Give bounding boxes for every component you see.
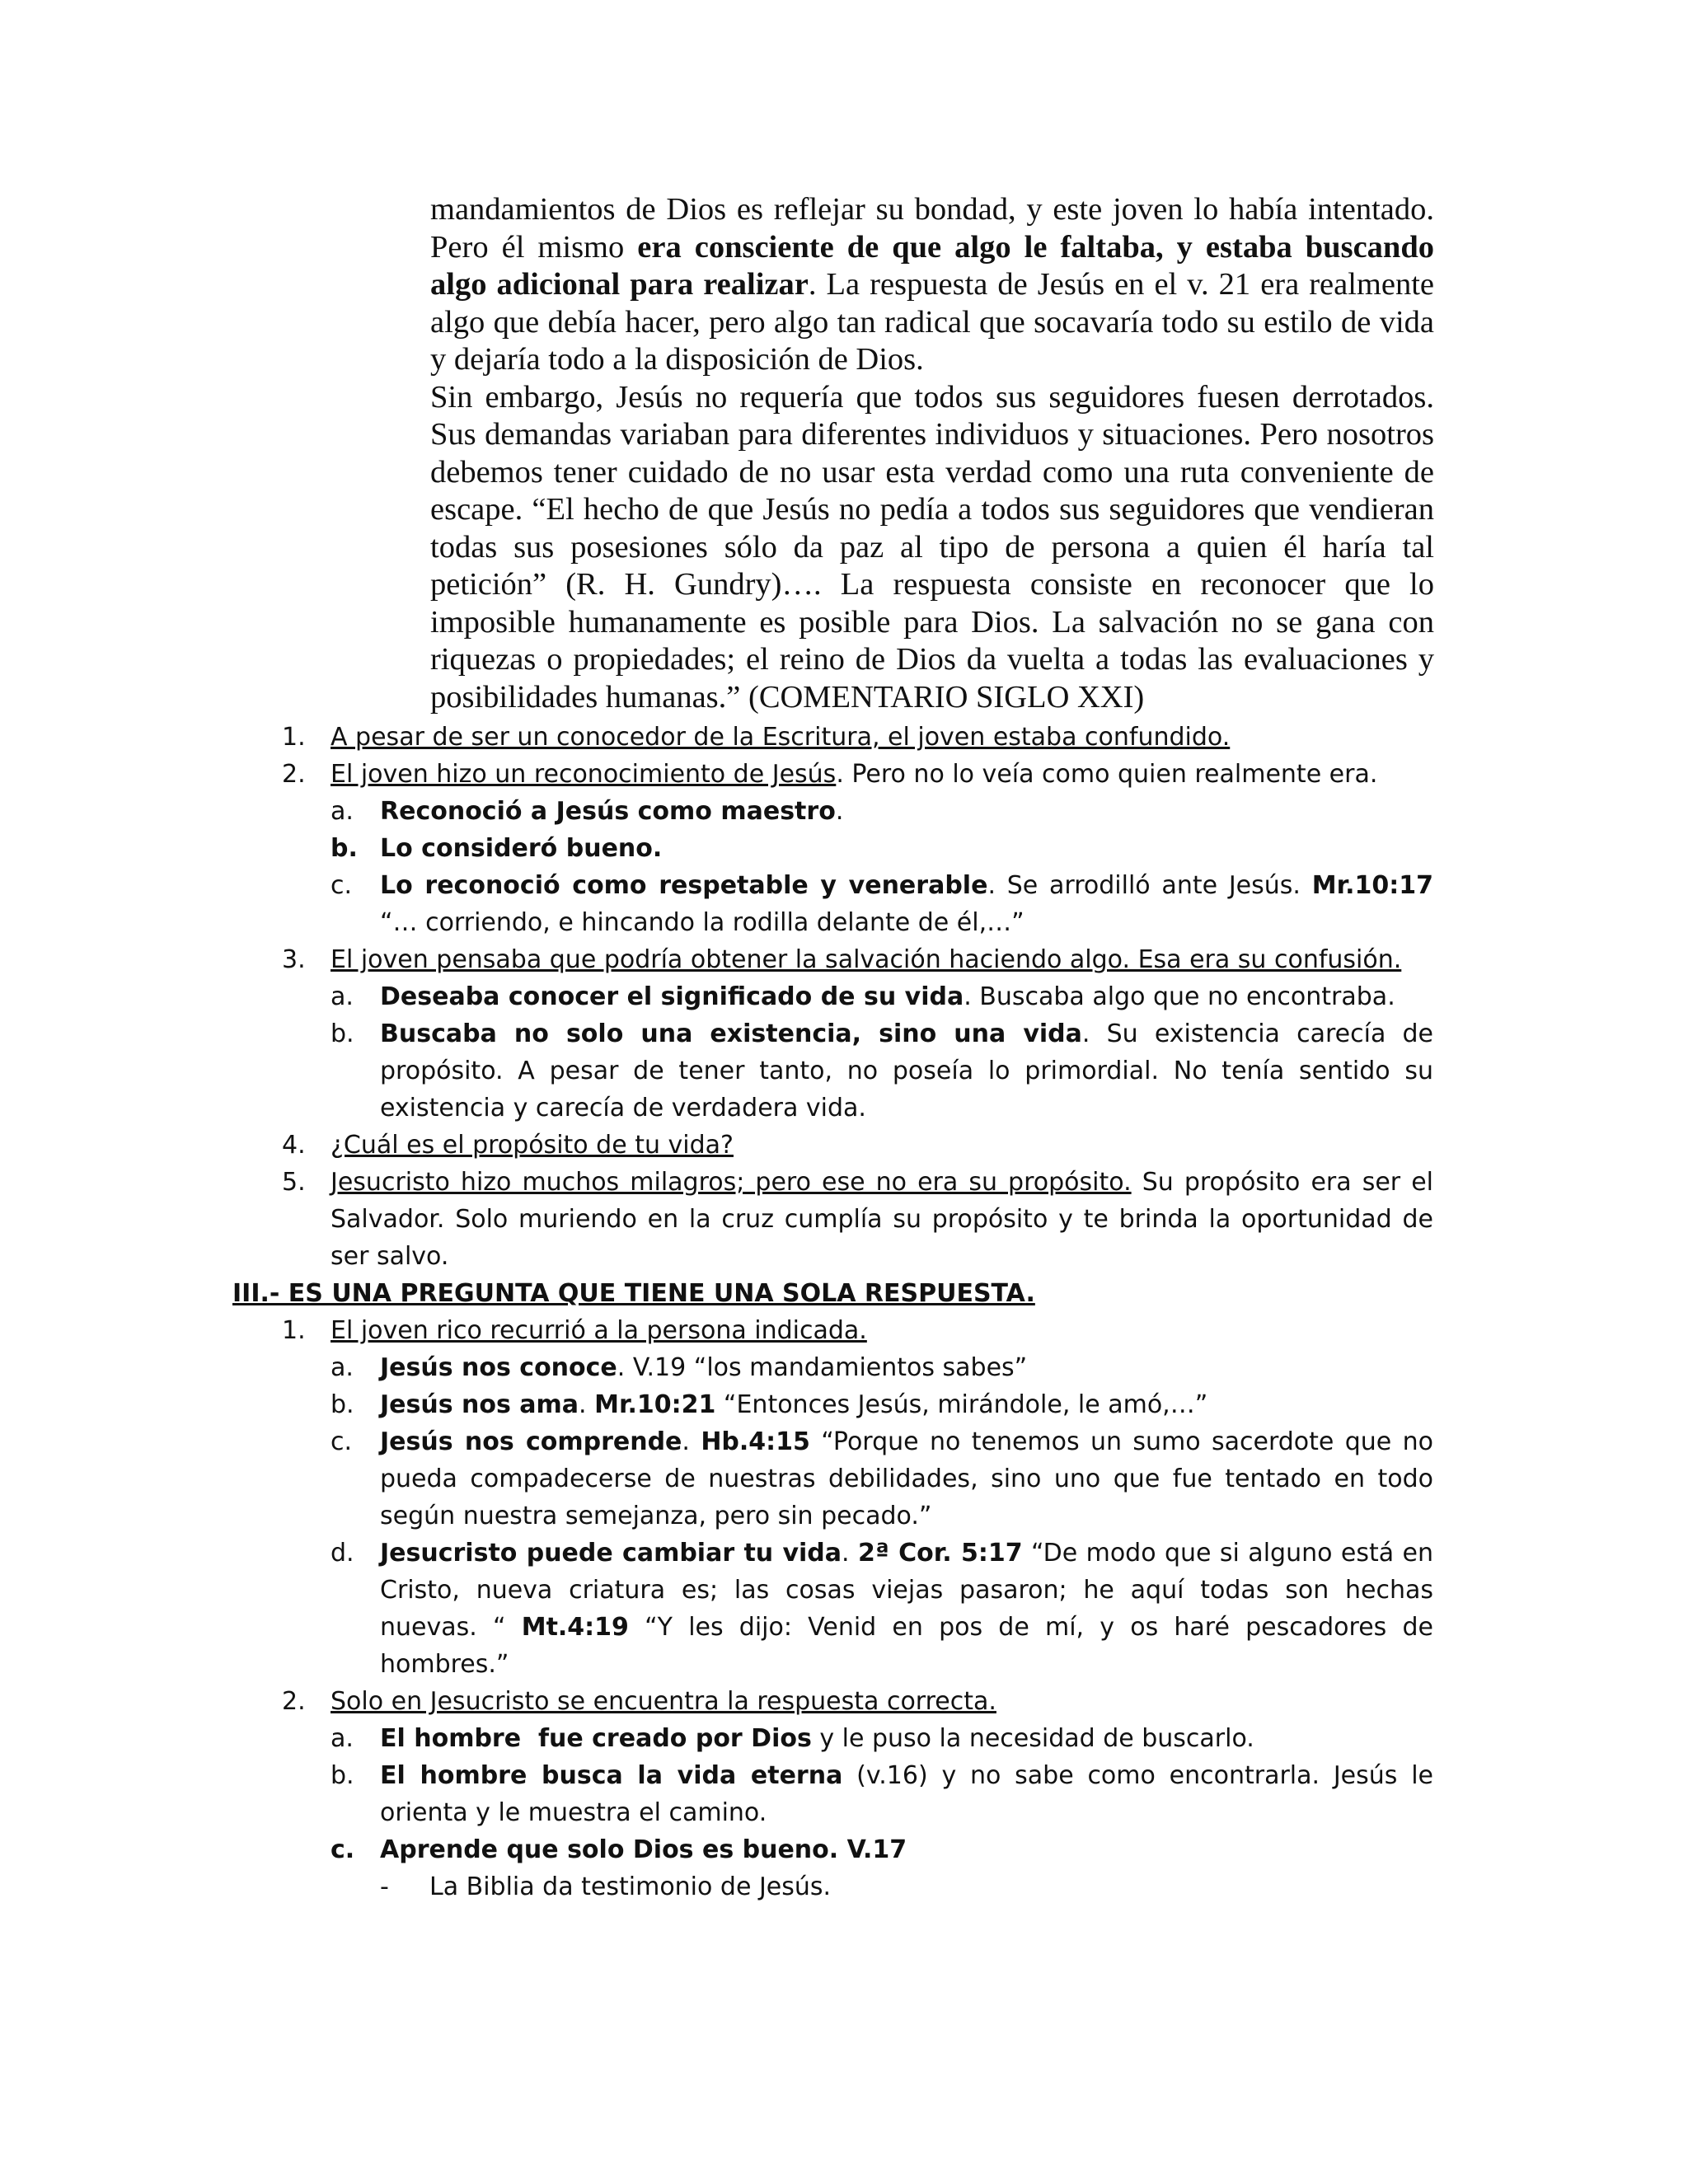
list-item: 2. Solo en Jesucristo se encuentra la respuesta correcta. bbox=[0, 1683, 1688, 1720]
list-marker: c. bbox=[331, 871, 353, 900]
list-marker: 2. bbox=[282, 760, 306, 789]
list-item: 5. Jesucristo hizo muchos milagros; pero ese no era su propósito. Su propósito era ser el Salvador. Solo muriendo en la cruz cumplía su propósito y te brinda la oportunidad de ser salvo. bbox=[0, 1164, 1688, 1275]
list-marker: a. bbox=[331, 797, 354, 826]
list-item: 4. ¿Cuál es el propósito de tu vida? bbox=[0, 1127, 1688, 1164]
list-marker: b. bbox=[331, 1019, 354, 1048]
list-marker: 1. bbox=[282, 1316, 306, 1345]
list-item: 3. El joven pensaba que podría obtener la salvación haciendo algo. Esa era su confusión. bbox=[0, 941, 1688, 978]
bible-reference: Mr.10:17 bbox=[1311, 871, 1433, 900]
sub-list-item: d. Jesucristo puede cambiar tu vida. 2ª Cor. 5:17 “De modo que si alguno está en Cristo, nueva criatura es; las cosas viejas pasaron; he aquí todas son hechas nuevas. “ Mt.4:19 “Y les dijo: Venid en pos de mí, y os haré pescadores de hombres.” bbox=[0, 1535, 1688, 1683]
list-marker: d. bbox=[331, 1539, 354, 1568]
list-marker: c. bbox=[331, 1835, 355, 1864]
list-marker: 2. bbox=[282, 1687, 306, 1716]
bible-reference: 2ª Cor. 5:17 bbox=[857, 1539, 1023, 1568]
bible-reference: Hb.4:15 bbox=[701, 1427, 810, 1456]
list-marker: a. bbox=[331, 982, 354, 1011]
sub-list-item: b. Jesús nos ama. Mr.10:21 “Entonces Jesús, mirándole, le amó,…” bbox=[0, 1386, 1688, 1423]
section-heading: III.- ES UNA PREGUNTA QUE TIENE UNA SOLA RESPUESTA. bbox=[232, 1279, 1035, 1308]
sub-list-item: a. Jesús nos conoce. V.19 “los mandamientos sabes” bbox=[0, 1349, 1688, 1386]
list-marker: b. bbox=[331, 834, 358, 863]
quote-paragraph-1: mandamientos de Dios es reflejar su bondad, y este joven lo había intentado. Pero él mismo era consciente de que algo le faltaba, y estaba buscando algo adicional para realizar. La respuesta de Jesús en el v. 21 era realmente algo que debía hacer, pero algo tan radical que socavaría todo su estilo de vida y dejaría todo a la disposición de Dios. bbox=[430, 192, 1435, 377]
list-marker: a. bbox=[331, 1353, 354, 1382]
list-item: 1. A pesar de ser un conocedor de la Escritura, el joven estaba confundido. bbox=[0, 719, 1688, 756]
sub-list-item: a. El hombre fue creado por Dios y le puso la necesidad de buscarlo. bbox=[0, 1720, 1688, 1757]
list-marker: 5. bbox=[282, 1168, 306, 1197]
sub-list-item: a. Deseaba conocer el significado de su vida. Buscaba algo que no encontraba. bbox=[0, 978, 1688, 1015]
dash-list-item: - La Biblia da testimonio de Jesús. bbox=[0, 1868, 1688, 1905]
list-marker: - bbox=[380, 1872, 389, 1901]
list-marker: c. bbox=[331, 1427, 353, 1456]
list-item: 1. El joven rico recurrió a la persona indicada. bbox=[0, 1312, 1688, 1349]
list-marker: b. bbox=[331, 1761, 354, 1790]
quote-emphasis: era consciente de que algo le faltaba, y estaba buscando algo adicional para realizar bbox=[430, 229, 1434, 302]
sub-list-item: c. Jesús nos comprende. Hb.4:15 “Porque no tenemos un sumo sacerdote que no pueda compadecerse de nuestras debilidades, sino uno que fue tentado en todo según nuestra semejanza, pero sin pecado.” bbox=[0, 1423, 1688, 1535]
sub-list-item: c. Lo reconoció como respetable y venerable. Se arrodilló ante Jesús. Mr.10:17 “… corriendo, e hincando la rodilla delante de él,…” bbox=[0, 867, 1688, 941]
list-marker: a. bbox=[331, 1724, 354, 1753]
sub-list-item: c. Aprende que solo Dios es bueno. V.17 bbox=[0, 1831, 1688, 1868]
list-item: 2. El joven hizo un reconocimiento de Jesús. Pero no lo veía como quien realmente era. bbox=[0, 756, 1688, 793]
commentary-quote bbox=[430, 191, 1434, 716]
list-marker: 3. bbox=[282, 945, 306, 974]
quote-paragraph-2: Sin embargo, Jesús no requería que todos sus seguidores fuesen derrotados. Sus demandas variaban para diferentes individuos y situaciones. Pero nosotros debemos tener cuidado de no usar esta verdad como una ruta conveniente de escape. “El hecho de que Jesús no pedía a todos sus seguidores que vendieran todas sus posesiones sólo da paz al tipo de persona a quien él haría tal petición” (R. H. Gundry)…. La respuesta consiste en reconocer que lo imposible humanamente es posible para Dios. La salvación no se gana con riquezas o propiedades; el reino de Dios da vuelta a todas las evaluaciones y posibilidades humanas.” (COMENTARIO SIGLO XXI) bbox=[430, 379, 1434, 715]
sub-list-item: b. Buscaba no solo una existencia, sino una vida. Su existencia carecía de propósito. A pesar de tener tanto, no poseía lo primordial. No tenía sentido su existencia y carecía de verdadera vida. bbox=[0, 1015, 1688, 1127]
list-marker: 4. bbox=[282, 1131, 306, 1160]
sub-list-item: b. El hombre busca la vida eterna (v.16) y no sabe como encontrarla. Jesús le orienta y le muestra el camino. bbox=[0, 1757, 1688, 1831]
bible-reference: Mt.4:19 bbox=[521, 1613, 629, 1642]
list-marker: b. bbox=[331, 1390, 354, 1419]
sermon-outline bbox=[0, 719, 1688, 1905]
sub-list-item: b. Lo consideró bueno. bbox=[0, 830, 1688, 867]
bible-reference: Mr.10:21 bbox=[594, 1390, 716, 1419]
sub-list-item: a. Reconoció a Jesús como maestro. bbox=[0, 793, 1688, 830]
list-marker: 1. bbox=[282, 723, 306, 752]
